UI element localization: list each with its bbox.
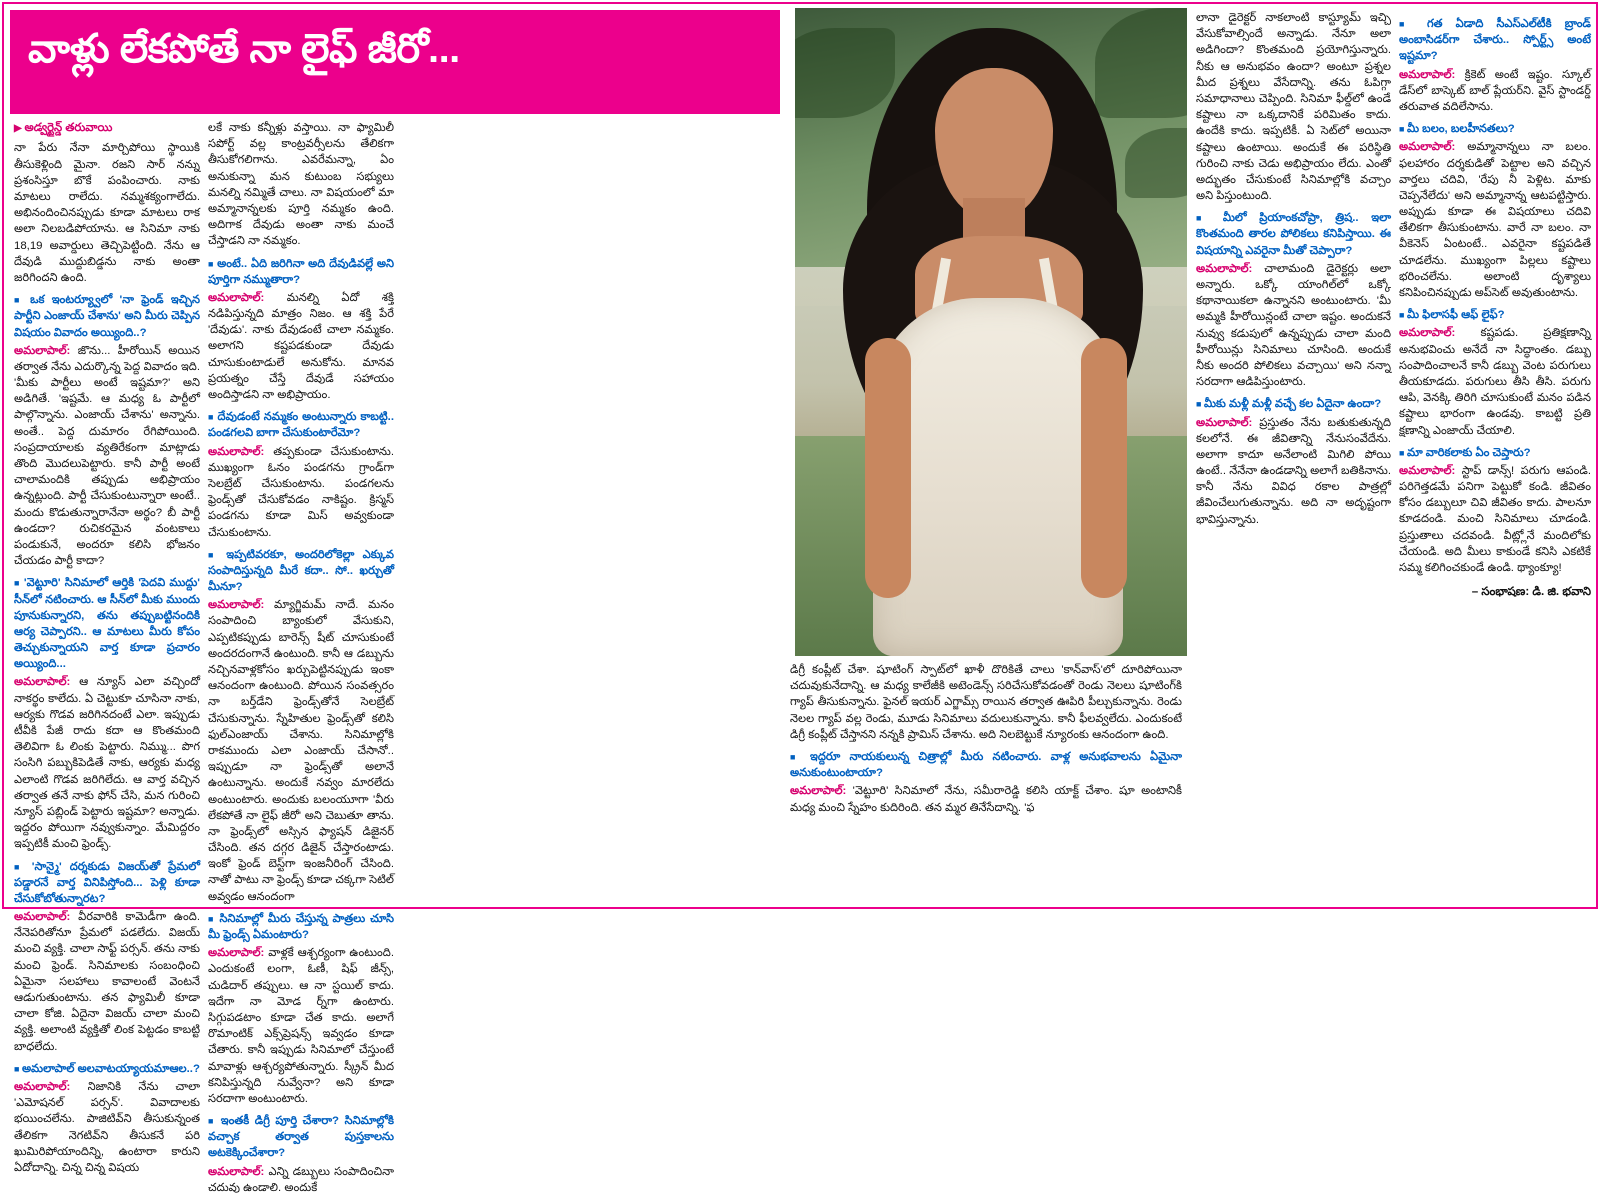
speaker-label: అమలాపాల్:	[14, 344, 71, 357]
answer	[14, 674, 200, 852]
paragraph: డిగ్రీ కంప్లీట్ చేశా. షూటింగ్ స్పాట్‌లో ఖాళీ దొరికితే చాలు 'కాన్‌వాస్‌'లో దూరిపోయినా చదువుకునేదాన్ని. ఆ మధ్య కాలేజీకి అటెండెన్స్ సరిచేసుకోవడంతో రెండు నెలలు షూటింగ్‌కి గ్యాప్ తీసుకున్నాను. ఫైనల్ ఇయర్ ఎగ్జామ్స్ రాయిన తర్వాత ఊపిరి పీల్చుకున్నాను. రెండు నెలల గ్యాప్ వల్ల రెండు, మూడు సినిమాలు వదులుకున్నాను. కానీ ఫీలవ్వలేదు. ఎందుకంటే డిగ్రీ కంప్లీట్ చేస్తానని నన్నకి ప్రామిస్ చేశాను. అది నిలబెట్టుకే న్యూరంకు ఆనందంగా ఉంది.	[790, 664, 1182, 741]
answer	[208, 1164, 394, 1196]
answer-text: తప్పకుండా చేసుకుంటాను. ముఖ్యంగా ఓనం పండగను గ్రాండ్‌గా సెలబ్రేట్ చేసుకుంటాను. పండగలను ఫ్రెండ్స్‌తో చేసుకోవడం నాకిష్టం. క్రిస్మస్ పండగను కూడా మిస్ అవ్వకుండా చేసుకుంటాను.	[208, 445, 394, 539]
question: ■ ఒక ఇంటర్య్వూలో 'నా ఫ్రెండ్ ఇచ్చిన పార్టీని ఎంజాయ్ చేశాను' అని మీరు చెప్పిన విషయం వివాదం అయ్యింది..?	[14, 292, 200, 341]
answer	[208, 444, 394, 541]
answer-text: ఆ న్యూస్ ఎలా వచ్చిందో నాకర్థం కాలేదు. ఏ చెట్టుకూ చూసినా నాకు, ఆర్యకు గొడవ జరిగినదంటే ఎలా. ఇప్పుడు టీవీకి పేజీ రాదు కదా ఆ కొంతమంది తెలివిగా ఓ లింకు పెట్టారు. నిమ్ము... పొగ సంసిగి పబ్బుకిపెడితే నాకు, ఆర్యకు మధ్య ఎలాంటి గొడవ జరిగిలేదు. ఆ వార్త వచ్చిన తర్వాత తనే నాకు ఫోన్ చేసి, మన గురించి న్యూస్ పబ్లిండ్ పెట్టారు ఇష్టమా? అన్నాడు. ఇద్దరం పోయిగా నవ్వుకున్నాం. మేమిద్దరం ఇప్పటికీ మంచి ఫ్రెండ్స్.	[14, 676, 200, 851]
speaker-label: అమలాపాల్:	[1196, 416, 1253, 429]
answer	[1399, 463, 1591, 576]
article-column-7	[1399, 10, 1591, 902]
question: ■ 'సాన్మై' దర్శకుడు విజయ్‌తో ప్రేమలో పడ్డారనే వార్త వినిపిస్తోంది... పెళ్లి కూడా చేసుకోబోతున్నారట?	[14, 859, 200, 908]
answer-text: స్టాప్ డాన్స్! పరుగు ఆపండి. పరిగెత్తడమే పనిగా పెట్టుకో కండి. జీవితం కోసం డబ్బులూ చివి జీవితం కాదు. పాలనూ కూడదండి. మంచి సినిమాలు చూడండి. ప్రస్తుతాలు చదవండి. వీట్ల్లోనే మందిలోకు చేయండి. అది మీలు కాకుండే కనిసి ఎకటికే సమ్మ కలిగించకుండే ఉండి. థ్యాంక్యూ!	[1399, 464, 1591, 574]
answer	[208, 945, 394, 1107]
question: ■ అమలాపాల్ అలవాటయ్యాయమాఆల..?	[14, 1061, 200, 1077]
answer	[1399, 325, 1591, 438]
answer	[14, 909, 200, 1055]
answer-text: క్రికెట్ అంటే ఇష్టం. స్కూల్ డేస్‌లో బాస్కెట్ బాల్ ప్లేయర్‌ని. వైస్ స్టాండర్డ్ తరువాత వదిలేసాను.	[1399, 68, 1591, 113]
speaker-label: అమలాపాల్:	[1399, 327, 1456, 340]
paragraph	[402, 120, 588, 136]
speaker-label: అమలాపాల్:	[208, 1165, 265, 1178]
question: ■ ఇంతకీ డిగ్రీ పూర్తి చేశారా? సినిమాల్లోకి వచ్చాక తర్వాత పుస్తకాలను అటకెక్కించేశారా?	[208, 1113, 394, 1162]
answer	[208, 290, 394, 403]
article-column-3	[402, 120, 588, 900]
question: ■ అంటే.. ఏది జరిగినా అది దేవుడివల్లే అని పూర్తిగా నమ్ముతారా?	[208, 256, 394, 288]
answer	[790, 783, 1182, 815]
paragraph	[596, 120, 782, 136]
question: ■ మీకు మళ్లీ మళ్లీ వచ్చే కల ఏదైనా ఉందా?	[1196, 396, 1391, 412]
speaker-label: అమలాపాల్:	[1196, 262, 1253, 275]
article-column-1	[14, 120, 201, 1174]
paragraph: లకే నాకు కన్నీళ్లు వస్తాయి. నా ఫ్యామిలీ సపోర్ట్ వల్ల కాంట్రవర్సీలను తేలికగా తీసుకోగలిగాను. ఎవరేమన్నా, ఏం అనుకున్నా మన కుటుంబ సభ్యులు మనల్ని నమ్మితే చాలు. నా విషయంలో మా అమ్మానాన్నలకు పూర్తి నమ్మకం ఉంది. అదిగాక దేవుడు అంతా నాకు మంచే చేస్తాడని నా నమ్మకం.	[208, 122, 394, 248]
answer-text: మనల్ని ఏదో శక్తి నడిపిస్తున్నది మాత్రం నిజం. ఆ శక్తి పేరే 'దేవుడు'. నాకు దేవుడంటే చాలా నమ్మకం. అలాగని కష్టపడకుండా దేవుడు చూసుకుంటాడులే అనుకోను. మానవ ప్రయత్నం చేస్తే దేవుడే సహాయం అందిస్తాడని నా అభిప్రాయం.	[208, 291, 394, 401]
answer-text: అమ్మానాన్నలు నా బలం. ఫలహారం దర్శకుడితో పెట్టాల అని వచ్చిన వార్తలు చదివి, 'రేపు నీ పెళ్లిట. మాకు చెప్పనేలేదు' అని అమ్మానాన్న ఆటపట్టిస్తారు. అప్పుడు కూడా ఈ విషయాలు చదివి తేలికగా తీసుకుంటాను. వారే నా బలం. నా వీకెనెస్ ఏంటంటే.. ఎవరైనా కష్టపడితే చూడలేను. ముఖ్యంగా పిల్లలు కష్టాలు భరించలేను. అలాంటి దృశ్యాలు కనిపించినప్పుడు అప్‌సెట్ అవుతుంటాను.	[1399, 141, 1591, 299]
question: ■ సినిమాల్లో మీరు చేస్తున్న పాత్రలు చూసి మీ ఫ్రెండ్స్ ఏమంటారు?	[208, 911, 394, 943]
answer-text: మ్యాగ్జిమమ్ నాదే. మనం సంపాదించి బ్యాంకులో వేసుకుని, ఎప్పటికప్పుడు బారెన్స్ షీట్ చూసుకుంటే అందరదంగానే ఉంటుంది. కానీ ఆ డబ్బును నచ్చినవాళ్లకోసం ఖర్చుపెట్టినప్పుడు ఇంకా ఆనందంగా ఉంటుంది. పోయిన సంవత్సరం నా బర్త్‌డేని ఫ్రెండ్స్‌తోనే సెలబ్రేట్ చేసుకున్నాను. స్నేహితుల ఫ్రెండ్స్‌తో కలిసి ఫుల్‌ఎంజాయ్ చేశాను. సినిమాల్లోకి రాకముందు ఎలా ఎంజాయ్ చేసానో.. ఇప్పుడూ నా ఫ్రెండ్స్‌తో అలానే ఉంటున్నాను. అందుకే నవ్వం మారలేదు అంటుంటారు. అందుకు బలంయూగా 'వీరు లేకపోతే నా లైఫ్ జీరో' అని చెబుతూ తాను. నా ఫ్రెండ్స్‌లో అస్సిన ఫ్యాషన్ డిజైనర్ చేసింది. తన దగ్గర డిజైన్ చేస్తారంటాడు. ఇంకో ఫ్రెండ్ బెస్ట్‌గా ఇంజనీరింగ్ చేసింది. నాతో పాటు నా ఫ్రెండ్స్ కూడా చక్కగా సెటిల్ అవ్వడం ఆనందంగా	[208, 599, 394, 903]
speaker-label: అమలాపాల్:	[208, 947, 265, 960]
answer	[1196, 415, 1391, 528]
answer-text: ఎన్ని డబ్బులు సంపాదించినా చదువు ఉండాలి. అందుకే	[208, 1165, 394, 1194]
answer	[1399, 139, 1591, 301]
question: ■ మీ ఫిలాసఫీ ఆఫ్ లైఫ్?	[1399, 307, 1591, 323]
speaker-label: అమలాపాల్:	[790, 785, 847, 798]
answer-text: వీరవారికి కామెడీగా ఉంది. నేనెపరితోనూ ప్రేమలో పడలేదు. విజయ్ మంచి వ్యక్తి. చాలా సాఫ్ట్ పర్సన్. తను నాకు మంచి ఫ్రెండ్. సినిమాలకు సంబంధించి ఏమైనా సలహాలు కావాలంటే వెంటనే ఆడుగుతుంటాను. తన ఫ్యామిలీ కూడా చాలా కోజి. ఏదైనా విజయ్ చాలా మంచి వ్యక్తి. అలాంటి వ్యక్తితో లింక పెట్టడం కాబట్టి బాధలేదు.	[14, 911, 200, 1053]
question: ■ దేవుడంటే నమ్మకం అంటున్నారు కాబట్టి.. పండగలవి బాగా చేసుకుంటారేమో?	[208, 409, 394, 441]
continuation-note: ▶ అడ్వర్టైన్డ్ తరువాయి	[14, 120, 200, 136]
answer-text: చాలామంది డైరెక్టర్లు అలా అన్నారు. ఒక్కో యాంగిల్‌లో ఒక్కో కథానాయికలా ఉన్నానని అంటుంటారు. 'మీ అమ్మకి హీరోయిన్లంటే చాలా ఇష్టం. అందుకనే నువ్వు కడుపులో ఉన్నప్పుడు చాలా మంది హీరోయిన్లు సినిమాలు చూసింది. అందుకే నీకు అందరి పోలికలు వచ్చాయి' అని నన్నా సరదాగా ఆడిపిస్తుంటారు.	[1196, 262, 1391, 389]
speaker-label: అమలాపాల్:	[1399, 141, 1456, 154]
answer	[1399, 67, 1591, 116]
speaker-label: అమలాపాల్:	[1399, 464, 1456, 477]
speaker-label: అమలాపాల్:	[208, 291, 265, 304]
answer-text: జొను... హీరోయిన్ అయిన తర్వాత నేను ఎదుర్కొన్న పెద్ద వివాదం ఇది. 'మీకు పార్టీలు అంటే ఇష్టమా?' అని అడిగితే. 'ఇష్టమే. ఆ మధ్య ఓ పార్టీలో పాల్గొన్నాను. ఎంజాయ్ చేశాను' అన్నాను. అంతే.. పెద్ద దుమారం రేగిపోయింది. సంప్రదాయాలకు వ్యతిరేకంగా మాట్లాడు తొంది మొదలుపెట్టారు. కానీ పార్టీ అంటే చాలామందికి తప్పుడు అభిప్రాయం ఉన్నట్లుంది. పార్టీ చేసుకుంటున్నారా అంటే.. మందు కొడుతున్నారానేనా అర్థం? బీ పార్టీ ఉండదా? రుచికరమైన వంటకాలు పండుకునే, అందరూ కలిసి భోజనం చేయడం పార్టీ కాదా?	[14, 344, 200, 568]
answer-text: ప్రస్తుతం నేను బతుకుతున్నది కలలోనే. ఈ జీవితాన్ని నేనుసంవేదేను. అలాగా కాదూ అనేలాంటి మిగిలి పోయి ఉంటే.. నేనేనా ఉండడాన్ని అలాగే బతికినాను. కానీ నేను వివిధ రకాల పాత్రల్లో జీవించేలుగుతున్నాను. అది నా అదృష్టంగా భావిస్తున్నాను.	[1196, 416, 1391, 526]
speaker-label: అమలాపాల్:	[208, 445, 265, 458]
answer-text: 'వెట్టూరి' సినిమాలో నేను, సమీరారెడ్డి కలిసి యాక్ట్ చేశాం. షూ అంటానికీ మధ్య మంచి స్నేహం కుదిరింది. తన మ్మర తినేసేదాన్ని. 'ఫ	[790, 785, 1182, 814]
paragraph: నా పేరు నేనా మార్చిపోయి స్థాయికి తీసుకెళ్లింది మైనా. రజని సార్ నన్ను ప్రశంసిస్తూ బొకే పంపించారు. నాకు మాటలు రాలేదు. నమ్మశక్యంగాలేదు. అభినందించినప్పుడు కూడా మాటలు రాక అలా నిలబడిపోయాను. ఆ సినిమా నాకు 18,19 అవార్డులు తెచ్చిపెట్టింది. నేను ఆ దేవుడి ముద్దుబిడ్డను నాకు అంతా జరిగిందని ఉంది.	[14, 142, 200, 284]
headline-banner	[10, 10, 780, 114]
face-shape	[935, 68, 1053, 218]
question: ■ 'వెట్టూరి' సినిమాలో ఆర్తికి 'పెదవి ముద్దు' సీన్‌లో నటించారు. ఆ సీన్‌లో మీకు ముందు పూనుకున్నారని, తను తప్పుబట్టినందికి ఆర్య చెప్పారని.. ఆ మాటలు మీరు కోపం తెచ్చుకున్నాయని వార్త కూడా ప్రచారం అయ్యింది...	[14, 575, 200, 672]
answer-text: వాళ్లకే ఆశ్చర్యంగా ఉంటుంది. ఎందుకంటే లంగా, ఓణీ, షిఫ్ జీన్స్, చుడిదార్ తప్పులు. ఆ నా స్టయిల్ కాదు. ఇదేగా నా మోడ ర్న్‌గా ఉంటారు. సిగ్గుపడటాం కూడా చేత కాదు. అలాగే రొమాంటిక్ ఎక్స్‌ప్రెషన్స్ ఇవ్వడం కూడా చేతారు. కానీ ఇప్పుడు సినిమాలో చేస్తుంటే మావాళ్లు ఆశ్చర్యపోతున్నారు. స్క్రీన్ మీద కనిపిస్తున్నది నువ్వేనా? అని కూడా సరదాగా అంటుంటారు.	[208, 947, 394, 1105]
answer-text: నిజానికి నేను చాలా 'ఎమోషనల్ పర్సన్'. వివాదాలకు భయించలేను. పాజిటివ్‌ని తీసుకున్నంత తేలికగా నెగటివ్‌ని తీసుకనే పరి ఖుమిరిపోయాందిన్ని, ఉంటారా కారుని ఏదోదాన్ని. చిన్న చిన్న విషయ	[14, 1080, 200, 1174]
answer	[14, 343, 200, 570]
paragraph: లానా డైరెక్టర్ నాకలాంటి కాస్ట్యూమ్ ఇచ్చి వేసుకోవాల్సిందే అన్నాడు. నేనూ అలా అడిగిందా? కొంతమంది ప్రయోగిస్తున్నారు. నీకు ఆ అనుభవం ఉందా? అంటూ ప్రశ్నల మీద ప్రశ్నలు వేసేదాన్ని. తను ఓపిగ్గా సమాధానాలు చెప్పింది. సినిమా ఫీల్డ్‌లో ఉండే కష్టాలు నా ఒక్కదానికే పరిమితం కాదు. ఉందేకి కాదు. ఇప్పటికీ. ఏ సెట్‌లో అయినా కష్టాలు ఉంటాయి. అందుకే ఈ పరిస్థితి గురించి నాకు చెడు అభిప్రాయం లేదు. ఎంతో అద్భుతం చేసుకుంటే సినిమాల్లోకి వచ్చాం అని పిస్తుంటుంది.	[1196, 12, 1391, 203]
arm-shape	[865, 338, 911, 598]
answer-text: కష్టపడు. ప్రతిక్షణాన్ని అనుభవించు అనేదే నా సిద్ధాంతం. డబ్బు సంపాదించాలనే కానీ డబ్బు వెంట పరుగులు తీయకూడదు. పరుగులు తీసి తీసి. పరుగు ఆపి, వెనక్కి తిరిగి చూసుకుంటే మనం పడిన కష్టాలు భారంగా ఉండవు. కాబట్టి ప్రతి క్షణాన్ని ఎంజాయ్ చేయాలి.	[1399, 327, 1591, 437]
question: ■ మీ బలం, బలహీనతలు?	[1399, 121, 1591, 137]
answer	[1196, 261, 1391, 391]
article-column-6	[1196, 10, 1391, 902]
speaker-label: అమలాపాల్:	[1399, 68, 1456, 81]
byline: – సంభాషణ: డి. జి. భవాని	[1471, 585, 1591, 599]
speaker-label: అమలాపాల్:	[14, 1080, 71, 1093]
question: ■ గత ఏడాది సీఎస్‌ఎల్‌టీకి బ్రాండ్ అంబాసిడర్‌గా చేశారు.. స్పోర్ట్స్ అంటే ఇష్టమా?	[1399, 16, 1591, 65]
page-title: వాళ్లు లేకపోతే నా లైఫ్ జీరో...	[28, 27, 460, 71]
question: ■ ఇద్దరూ నాయకులున్న చిత్రాల్లో మీరు నటించారు. వాళ్ల అనుభవాలను ఏమైనా అనుకుంటుంటాయా?	[790, 749, 1182, 781]
speaker-label: అమలాపాల్:	[208, 599, 265, 612]
answer	[14, 1079, 200, 1176]
question: ■ మా వారికలాకు ఏం చెప్తారు?	[1399, 445, 1591, 461]
answer	[208, 597, 394, 905]
question: ■ మీలో ప్రియాంకచోప్రా, త్రిష.. ఇలా కొంతమంది తారల పోలికలు కనిపిస్తాయి. ఈ విషయాన్ని ఎవరైనా మీతో చెప్పారా?	[1196, 210, 1391, 259]
article-column-4	[596, 120, 782, 900]
article-column-2	[208, 120, 395, 1194]
arm-shape	[1081, 338, 1127, 598]
question: ■ ఇప్పటివరకూ, అందరిలోకెల్లా ఎక్కువ సంపాదిస్తున్నది మీరే కదా.. సో.. ఖర్చుతో మీనూ?	[208, 547, 394, 596]
article-column-5	[790, 662, 1182, 902]
speaker-label: అమలాపాల్:	[14, 676, 71, 689]
speaker-label: అమలాపాల్:	[14, 911, 71, 924]
actress-portrait	[795, 8, 1187, 656]
